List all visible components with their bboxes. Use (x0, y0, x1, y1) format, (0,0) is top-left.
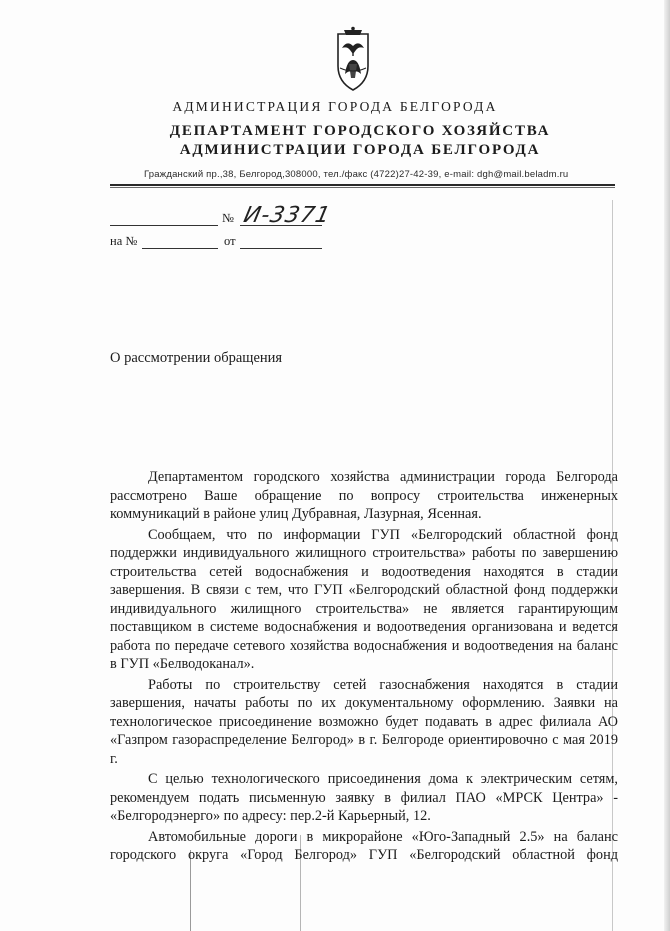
letter-body (110, 468, 618, 867)
body-paragraph: Работы по строительству сетей газоснабжения находятся в стадии завершения, начаты работы по их документальному оформлению. Заявки на технологическое присоединение возможно будет подавать в адрес филиала АО «Газпром газораспределение Белгород» в г. Белгороде ориентировочно с мая 2019 г. (110, 676, 618, 767)
header-divider-thin (110, 187, 615, 188)
number-label: № (222, 211, 234, 225)
department-title-line1: ДЕПАРТАМЕНТ ГОРОДСКОГО ХОЗЯЙСТВА (169, 123, 551, 139)
administration-title: АДМИНИСТРАЦИЯ ГОРОДА БЕЛГОРОДА (172, 99, 498, 114)
reference-date-label: от (224, 234, 236, 248)
letter-subject: О рассмотрении обращения (110, 350, 283, 366)
body-paragraph: Департаментом городского хозяйства администрации города Белгорода рассмотрено Ваше обращение по вопросу строительства инженерных коммуникаций в районе улиц Дубравная, Лазурная, Ясенная. (110, 469, 618, 522)
date-blank-line (110, 224, 218, 226)
body-paragraph: Автомобильные дороги в микрорайоне «Юго-Западный 2.5» на баланс городского округа «Город Белгород» ГУП «Белгородский областной фонд (110, 828, 618, 863)
coat-of-arms-emblem (330, 26, 376, 96)
handwritten-registration-number: И-3371 (241, 203, 334, 228)
contact-details: Гражданский пр.,38, Белгород,308000, тел./факс (4722)27-42-39, e-mail: dgh@mail.beladm.ru (144, 169, 569, 180)
body-paragraph: С целью технологического присоединения дома к электрическим сетям, рекомендуем подать письменную заявку в филиал ПАО «МРСК Центра» - «Белгородэнерго» по адресу: пер.2-й Карьерный, 12. (110, 771, 618, 824)
header-divider (110, 184, 615, 186)
reference-number-blank (142, 247, 218, 249)
reference-number-label: на № (110, 234, 138, 248)
department-title-line2: АДМИНИСТРАЦИИ ГОРОДА БЕЛГОРОДА (179, 142, 541, 158)
number-blank-line (240, 224, 322, 226)
reference-date-blank (240, 247, 322, 249)
body-paragraph: Сообщаем, что по информации ГУП «Белгородский областной фонд поддержки индивидуального жилищного строительства» работы по завершению строительства сетей водоснабжения и водоотведения находятся в стадии завершения. В связи с тем, что ГУП «Белгородский областной фонд поддержки индивидуального жилищного строительства» не является гарантирующим поставщиком в системе водоснабжения и водоотведения организована и ведется работа по передаче сетевого хозяйства водоснабжения и водоотведения на баланс в ГУП «Белводоканал». (110, 526, 618, 672)
